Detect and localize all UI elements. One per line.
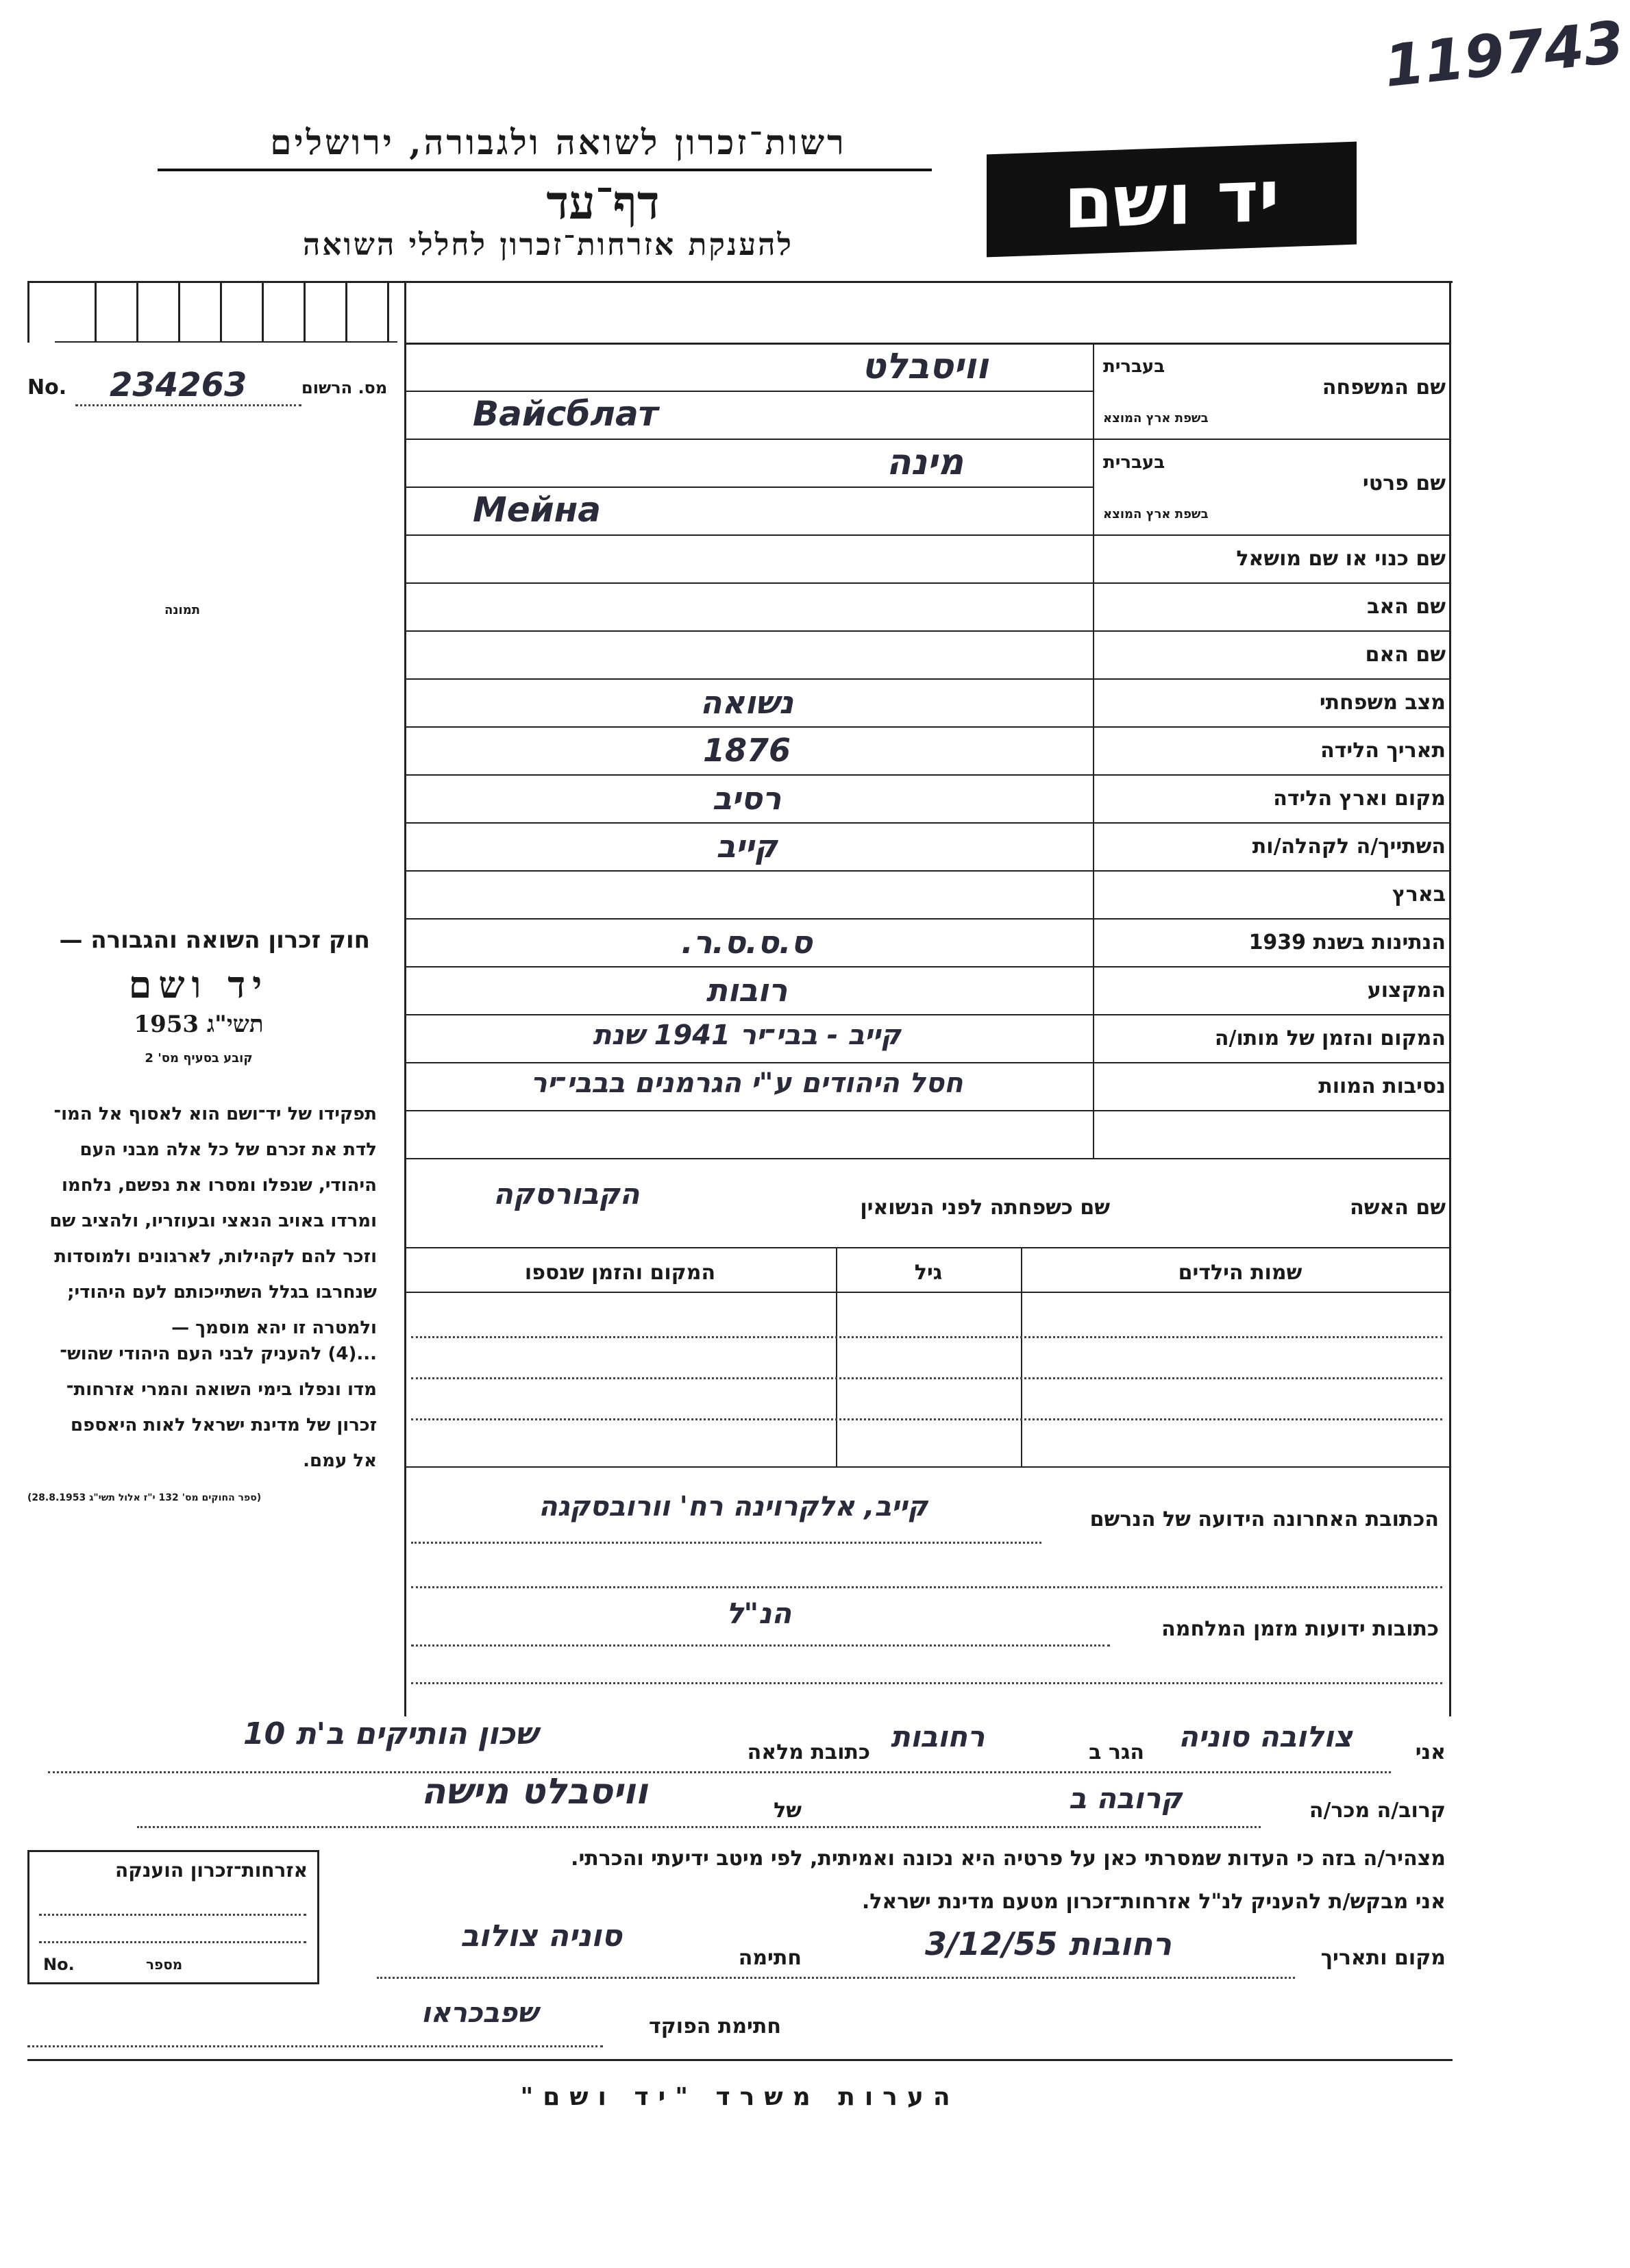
field-value-6: 1876 — [702, 732, 791, 769]
yad-vashem-logo: יד ושם — [987, 142, 1357, 258]
war-address-label: כתובות ידועות מזמן המלחמה — [1161, 1617, 1439, 1641]
citizenship-box — [27, 1850, 319, 1984]
field-value-12: קייב - בבי־יר 1941 שנת — [593, 1020, 901, 1051]
field-label-9: בארץ — [1392, 883, 1446, 907]
children-col-age: גיל — [914, 1261, 943, 1285]
officer-label: חתימת הפוקד — [649, 2014, 781, 2038]
declarant-statement1: מצהיר/ה בזה כי העדות שמסרתי כאן על פרטיה היא נכונה ואמיתית, לפי מיטב ידיעתי והכרתי. — [571, 1847, 1446, 1871]
law-text-a — [27, 1096, 377, 1346]
declarant-statement2: אני מבקש/ת להעניק לנ"ל אזרחות־זכרון מטעם מדינת ישראל. — [861, 1890, 1446, 1914]
declarant-of-label: של — [774, 1799, 802, 1823]
last-address-value: קייב, אלקרוינה רח' וורובסקגה — [539, 1491, 928, 1523]
signature-value: סוניה צולוב — [460, 1919, 622, 1953]
spouse-sub-label: שם כשפחתה לפני הנשואין — [860, 1196, 1110, 1220]
field-label-3: שם האב — [1367, 595, 1446, 619]
header-authority: רשות־זכרון לשואה ולגבורה, ירושלים — [270, 122, 847, 162]
registration-heb-label: מס. הרשום — [301, 378, 388, 397]
signature-label: חתימה — [738, 1946, 802, 1970]
declarant-resident-label: הגר ב — [1089, 1740, 1144, 1764]
law-line: זכרון של מדינת ישראל לאות היאספם — [71, 1415, 377, 1435]
law-line: וזכר להם לקהילות, לארגונים ולמוסדות — [54, 1246, 377, 1267]
header-subtitle: להענקת אזרחות־זכרון לחללי השואה — [302, 227, 793, 262]
field-label-12: המקום והזמן של מותו/ה — [1214, 1026, 1446, 1050]
officer-signature: שפבכראו — [421, 1997, 539, 2029]
law-line: לדת את זכרם של כל אלה מבני העם — [79, 1139, 377, 1160]
children-col-names: שמות הילדים — [1178, 1261, 1302, 1285]
field-label-7: מקום וארץ הלידה — [1273, 787, 1446, 811]
last-address-label: הכתובת האחרונה הידועה של הנרשם — [1089, 1507, 1439, 1531]
field-label-2: שם כנוי או שם מושאל — [1236, 547, 1446, 571]
field-value-7: רסיב — [712, 780, 782, 817]
field-value-5: נשואה — [700, 684, 794, 721]
field-label-1: שם פרטי — [1362, 471, 1446, 495]
field-value-hebrew-0: וויסבלט — [861, 346, 989, 387]
registration-no-label: No. — [27, 375, 67, 399]
field-value-origin-0: Вайсблат — [473, 394, 658, 434]
registration-no-value: 234263 — [110, 366, 247, 404]
field-sub1-1: בעברית — [1103, 452, 1165, 473]
field-label-8: השתייך/ה לקהלה/ות — [1252, 835, 1446, 859]
declarant-relation: קרובה ב — [1069, 1782, 1183, 1815]
law-year: תשי"ג 1953 — [134, 1011, 264, 1038]
field-value-origin-1: Мейна — [473, 490, 601, 530]
field-value-13: חסל היהודים ע"י הגרמנים בבבי־יר — [530, 1068, 963, 1099]
citizenship-box-num: מספר — [146, 1956, 183, 1973]
field-sub2-1: בשפת ארץ המוצא — [1103, 507, 1209, 521]
field-label-11: המקצוע — [1367, 978, 1446, 1002]
field-label-4: שם האם — [1365, 643, 1446, 667]
footer-notes: הערות משרד "יד ושם" — [520, 2083, 960, 2111]
field-value-8: קייב — [716, 828, 778, 865]
spouse-label: שם האשה — [1350, 1196, 1446, 1220]
field-label-6: תאריך הלידה — [1320, 739, 1446, 763]
law-name: יד ושם — [128, 963, 269, 1007]
law-heading: חוק זכרון השואה והגבורה — — [59, 926, 370, 954]
declarant-relative-label: קרוב/ה מכר/ה — [1309, 1799, 1446, 1823]
declarant-full-address-label: כתובת מלאה — [747, 1740, 870, 1764]
place-date-label: מקום ותאריך — [1320, 1946, 1446, 1970]
field-value-hebrew-1: מינה — [886, 442, 964, 483]
field-label-10: הנתינות בשנת 1939 — [1248, 930, 1446, 954]
law-text-b — [27, 1336, 377, 1479]
header-title: דף־עד — [546, 175, 660, 230]
declarant-ani: אני — [1415, 1740, 1446, 1764]
law-citation: (ספר החוקים מס' 132 י"ז אלול תשי"ג 28.8.1953) — [27, 1492, 262, 1503]
law-line: אל עמם. — [303, 1451, 377, 1471]
citizenship-box-title: אזרחות־זכרון הוענקה — [115, 1859, 308, 1882]
field-value-10: ס.ס.ס.ר. — [681, 924, 813, 961]
law-line: ולמטרה זו יהא מוסמך — — [171, 1318, 377, 1338]
field-sub2-0: בשפת ארץ המוצא — [1103, 411, 1209, 426]
law-line: ...(4) להעניק לבני העם היהודי שהוש־ — [60, 1344, 377, 1364]
corner-number: 119743 — [1381, 8, 1627, 101]
declarant-name: צולובה סוניה — [1178, 1720, 1353, 1753]
law-line: מדו ונפלו בימי השואה והמרי אזרחות־ — [66, 1379, 377, 1400]
photo-label: תמונה — [164, 603, 201, 617]
declarant-resident: רחובות — [891, 1720, 985, 1753]
children-col-place: המקום והזמן שנספו — [524, 1261, 716, 1285]
place-date-value: רחובות 3/12/55 — [924, 1925, 1172, 1962]
field-label-13: נסיבות המוות — [1318, 1074, 1446, 1098]
declarant-full-address: שכון הותיקים ב'ת 10 — [243, 1716, 538, 1751]
law-line: שנחרבו בגלל השתייכותם לעם היהודי; — [67, 1282, 377, 1303]
law-line: היהודי, שנפלו ומסרו את נפשם, נלחמו — [61, 1175, 377, 1196]
field-value-11: רובות — [706, 972, 788, 1009]
spouse-value: הקבורסקה — [493, 1177, 640, 1211]
law-clause: קובע בסעיף מס' 2 — [145, 1051, 253, 1065]
field-label-5: מצב משפחתי — [1319, 691, 1446, 715]
law-line: ומרדו באויב הנאצי ובעוזריו, ולהציב שם — [49, 1211, 377, 1231]
law-line: תפקידו של יד־ושם הוא לאסוף אל המו־ — [53, 1104, 377, 1124]
citizenship-box-no: No. — [43, 1955, 75, 1974]
field-sub1-0: בעברית — [1103, 356, 1165, 377]
war-address-value: הנ"ל — [726, 1597, 792, 1630]
field-label-0: שם המשפחה — [1322, 375, 1446, 399]
declarant-of-name: וויסבלט מישה — [421, 1771, 648, 1812]
